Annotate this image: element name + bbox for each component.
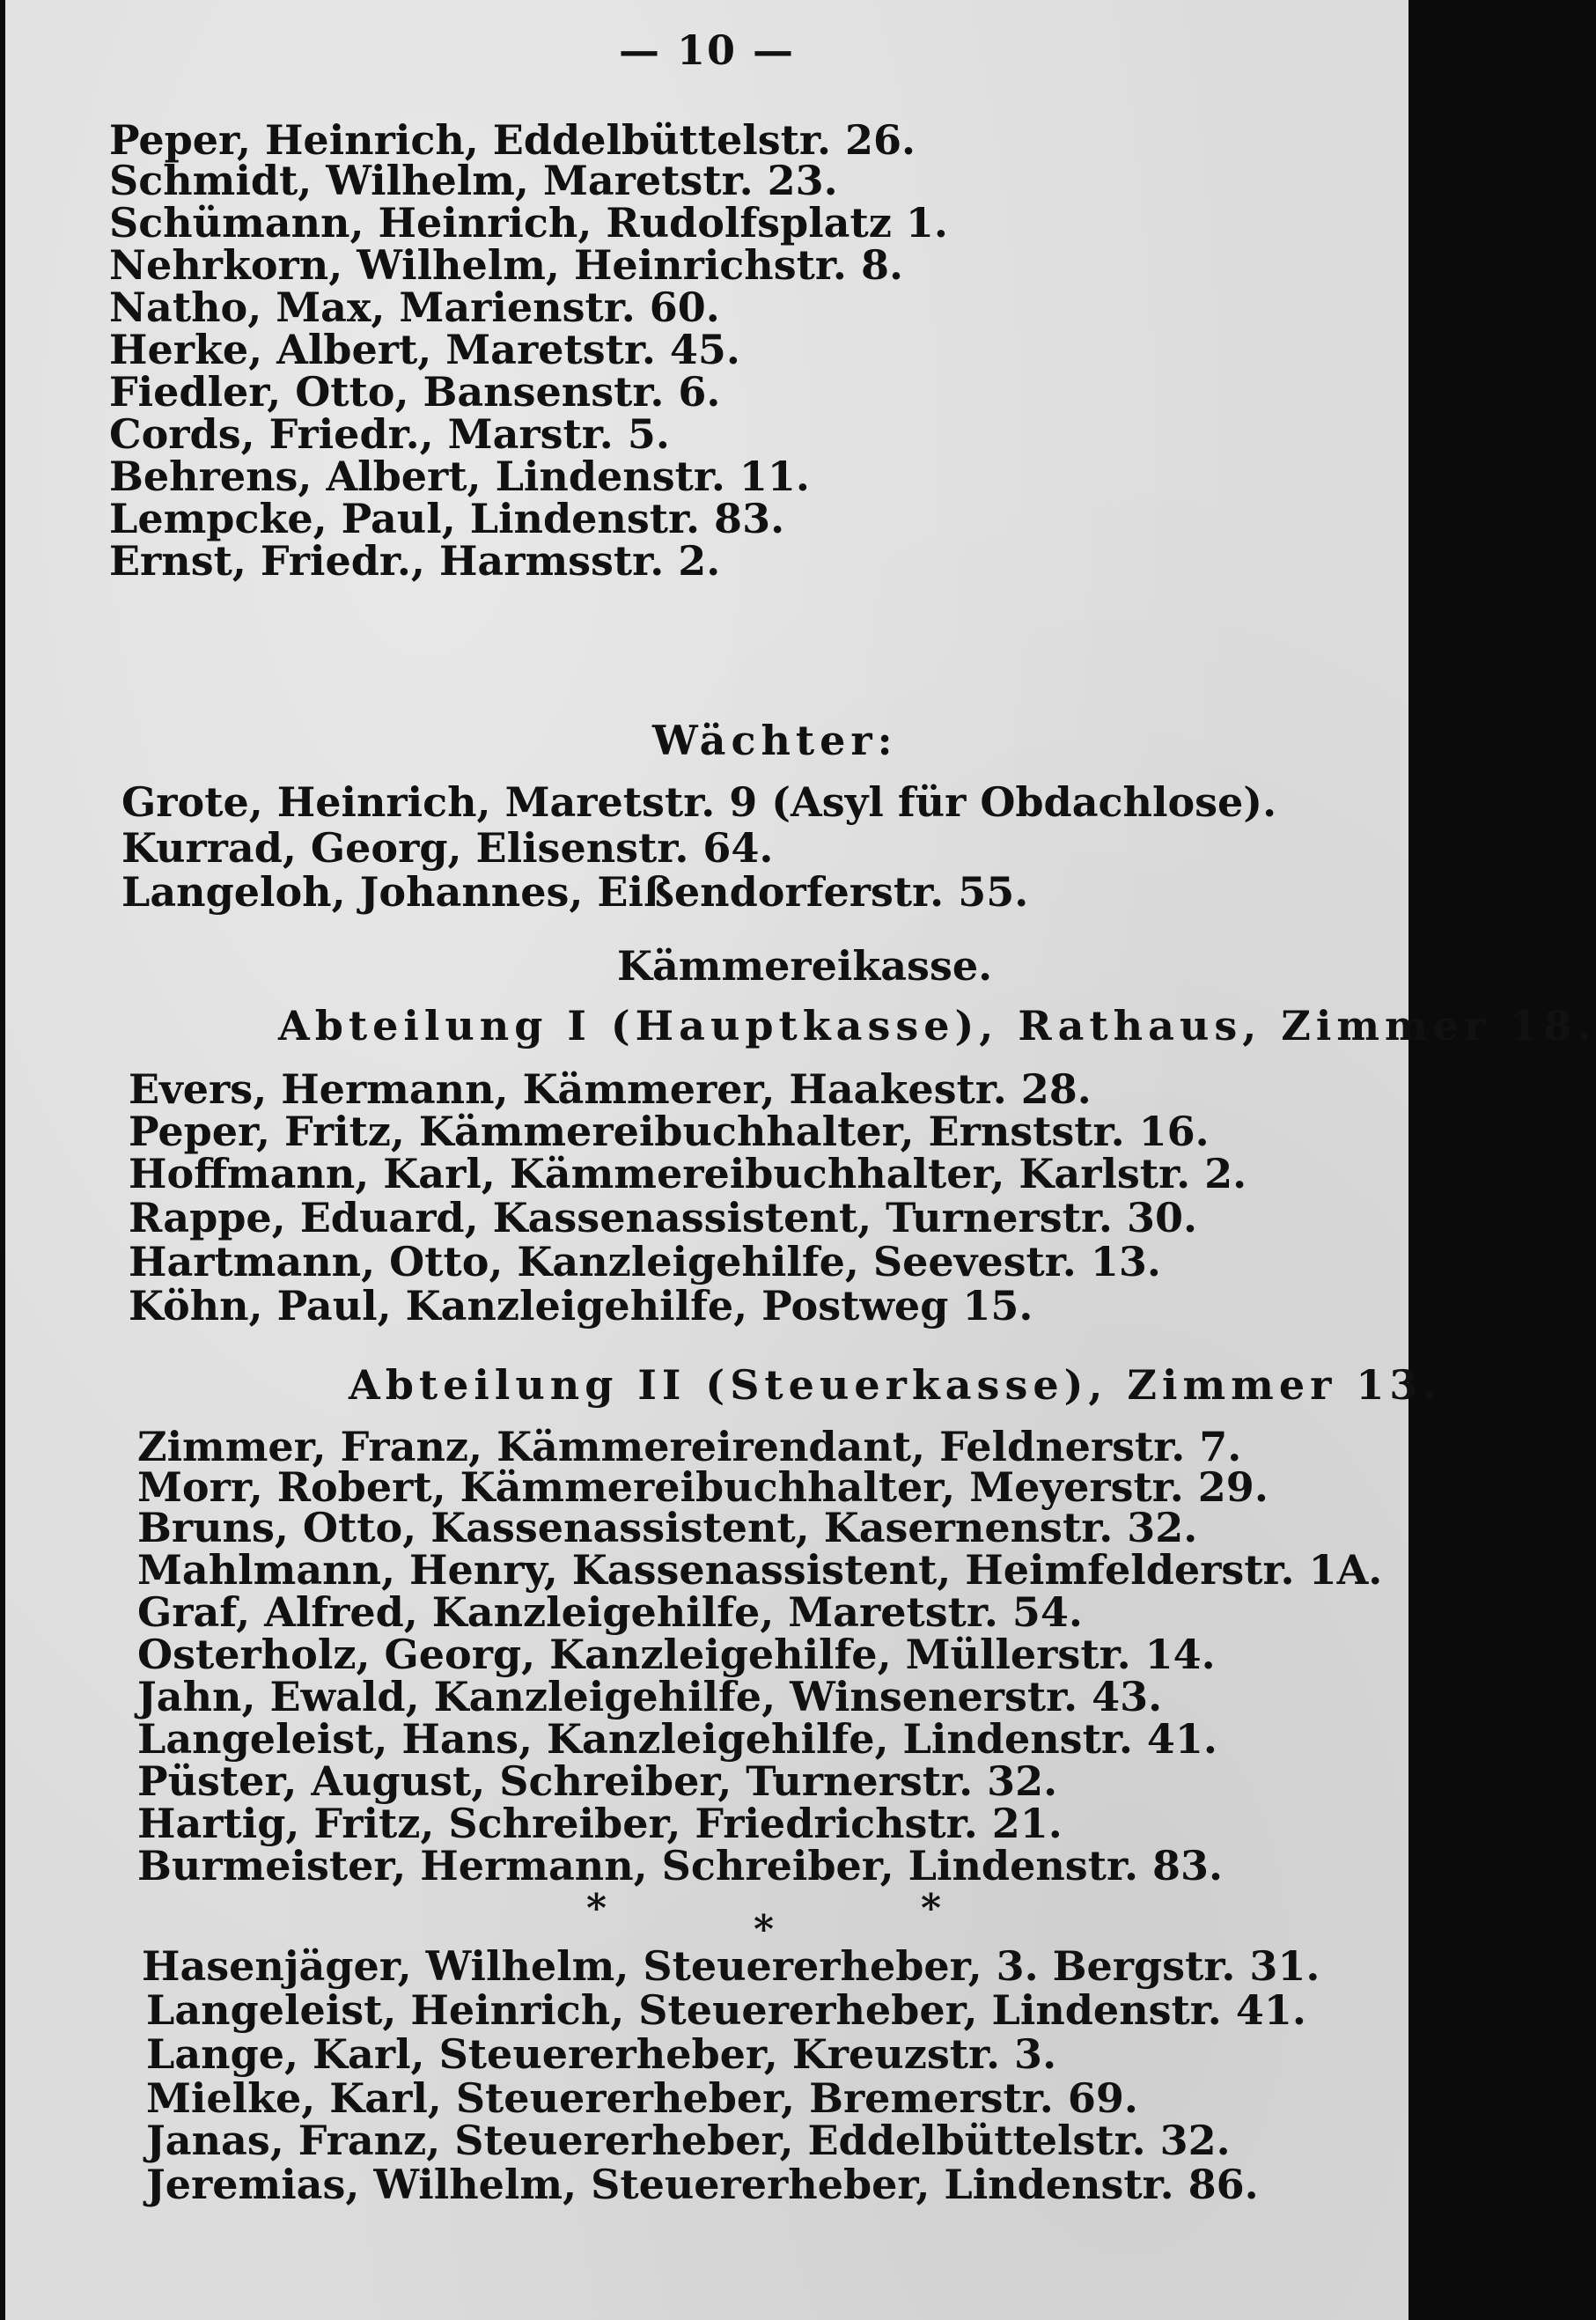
list-item: Graf, Alfred, Kanzleigehilfe, Maretstr. 54. <box>137 1588 1083 1636</box>
page-number: — 10 — <box>618 26 796 74</box>
section-title: Kämmereikasse. <box>617 942 993 990</box>
list-item: Jeremias, Wilhelm, Steuererheber, Lindenstr. 86. <box>146 2161 1259 2208</box>
separator-star: * <box>921 1886 942 1931</box>
list-item: Bruns, Otto, Kassenassistent, Kasernenstr. 32. <box>137 1504 1198 1551</box>
separator-star: * <box>754 1907 775 1952</box>
list-item: Behrens, Albert, Lindenstr. 11. <box>109 453 810 500</box>
list-item: Kurrad, Georg, Elisenstr. 64. <box>121 824 774 872</box>
list-item: Mielke, Karl, Steuererheber, Bremerstr. 69. <box>146 2074 1138 2122</box>
list-item: Lempcke, Paul, Lindenstr. 83. <box>109 495 785 542</box>
list-item: Jahn, Ewald, Kanzleigehilfe, Winsenerstr. 43. <box>137 1673 1163 1720</box>
list-item: Osterholz, Georg, Kanzleigehilfe, Müllerstr. 14. <box>137 1631 1216 1678</box>
list-item: Rappe, Eduard, Kassenassistent, Turnerstr. 30. <box>129 1194 1197 1241</box>
list-item: Mahlmann, Henry, Kassenassistent, Heimfelderstr. 1A. <box>137 1546 1383 1594</box>
list-item: Schmidt, Wilhelm, Maretstr. 23. <box>109 157 838 204</box>
waechter-heading: Wächter: <box>652 717 898 764</box>
list-item: Langeleist, Heinrich, Steuererheber, Lindenstr. 41. <box>146 1986 1306 2034</box>
list-item: Peper, Heinrich, Eddelbüttelstr. 26. <box>109 116 916 164</box>
list-item: Langeloh, Johannes, Eißendorferstr. 55. <box>121 868 1029 916</box>
list-item: Langeleist, Hans, Kanzleigehilfe, Lindenstr. 41. <box>137 1715 1217 1763</box>
list-item: Nehrkorn, Wilhelm, Heinrichstr. 8. <box>109 241 903 289</box>
list-item: Hartig, Fritz, Schreiber, Friedrichstr. 21. <box>137 1800 1063 1847</box>
abteilung-heading: Abteilung II (Steuerkasse), Zimmer 13. <box>349 1361 1443 1409</box>
list-item: Hartmann, Otto, Kanzleigehilfe, Seevestr. 13. <box>129 1238 1161 1285</box>
list-item: Hasenjäger, Wilhelm, Steuererheber, 3. Bergstr. 31. <box>142 1942 1320 1990</box>
list-item: Janas, Franz, Steuererheber, Eddelbüttelstr. 32. <box>146 2117 1231 2164</box>
list-item: Natho, Max, Marienstr. 60. <box>109 284 720 331</box>
list-item: Peper, Fritz, Kämmereibuchhalter, Ernststr. 16. <box>129 1108 1210 1155</box>
list-item: Ernst, Friedr., Harmsstr. 2. <box>109 537 721 585</box>
list-item: Püster, August, Schreiber, Turnerstr. 32. <box>137 1757 1058 1805</box>
list-item: Lange, Karl, Steuererheber, Kreuzstr. 3. <box>146 2030 1057 2078</box>
separator-star: * <box>586 1886 607 1931</box>
list-item: Herke, Albert, Maretstr. 45. <box>109 326 740 373</box>
list-item: Schümann, Heinrich, Rudolfsplatz 1. <box>109 199 948 247</box>
document-page <box>5 0 1596 2320</box>
list-item: Evers, Hermann, Kämmerer, Haakestr. 28. <box>129 1065 1092 1113</box>
list-item: Morr, Robert, Kämmereibuchhalter, Meyerstr. 29. <box>137 1463 1269 1511</box>
list-item: Hoffmann, Karl, Kämmereibuchhalter, Karlstr. 2. <box>129 1150 1247 1197</box>
list-item: Burmeister, Hermann, Schreiber, Lindenstr. 83. <box>137 1842 1224 1889</box>
list-item: Köhn, Paul, Kanzleigehilfe, Postweg 15. <box>129 1282 1033 1329</box>
list-item: Cords, Friedr., Marstr. 5. <box>109 410 670 458</box>
list-item: Zimmer, Franz, Kämmereirendant, Feldnerstr. 7. <box>137 1423 1242 1470</box>
list-item: Fiedler, Otto, Bansenstr. 6. <box>109 368 721 416</box>
abteilung-heading: Abteilung I (Hauptkasse), Rathaus, Zimmer 18. <box>278 1002 1596 1050</box>
list-item: Grote, Heinrich, Maretstr. 9 (Asyl für Obdachlose). <box>121 778 1277 826</box>
